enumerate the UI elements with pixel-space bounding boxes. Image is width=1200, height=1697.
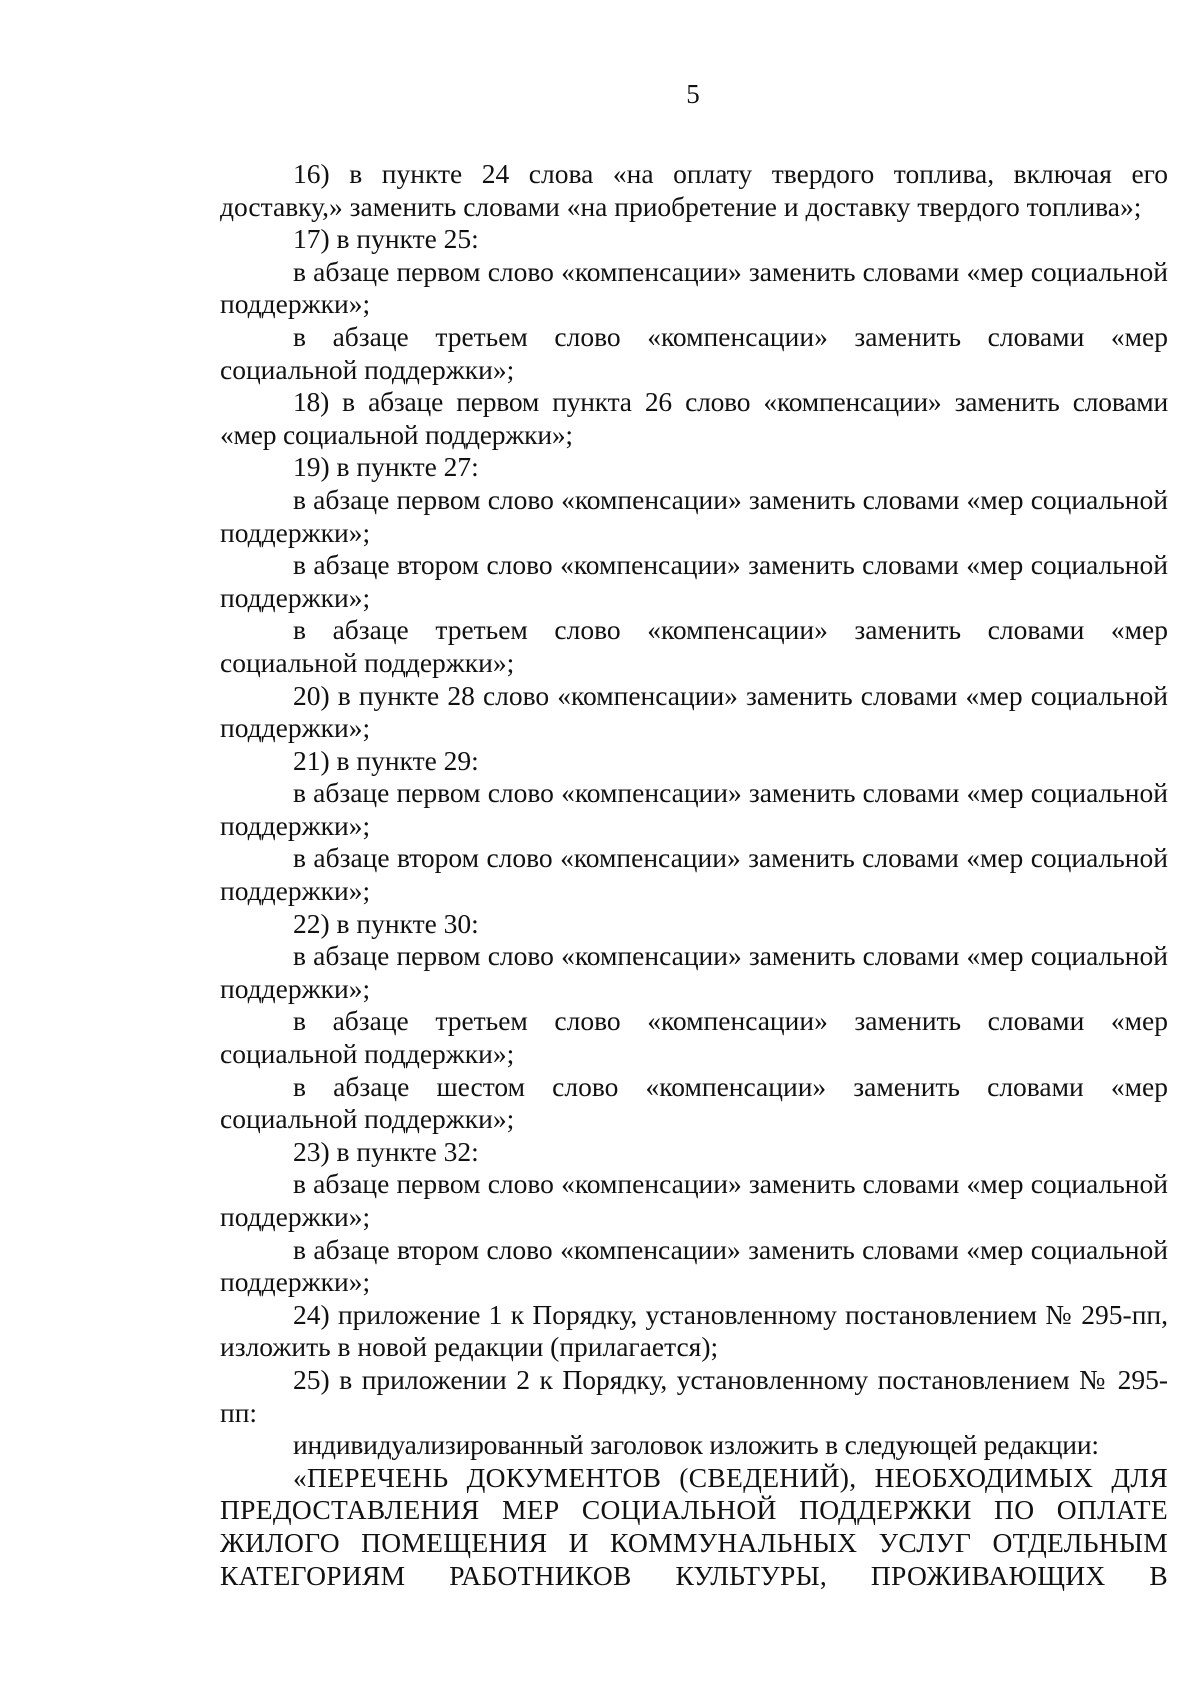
paragraph-item-25: 25) в приложении 2 к Порядку, установленному постановлением № 295-пп: [220, 1363, 1168, 1428]
paragraph-sub: в абзаце втором слово «компенсации» заменить словами «мер социальной поддержки»; [220, 1233, 1168, 1298]
paragraph-item-19: 19) в пункте 27: [293, 451, 479, 483]
paragraph-sub: в абзаце втором слово «компенсации» заменить словами «мер социальной поддержки»; [220, 549, 1168, 613]
paragraph-sub: в абзаце третьем слово «компенсации» заменить словами «мер социальной поддержки»; [220, 320, 1168, 385]
paragraph-item-23: 23) в пункте 32: [293, 1135, 479, 1167]
paragraph-sub: индивидуализированный заголовок изложить в следующей редакции: [293, 1429, 1099, 1461]
paragraph-item-21: 21) в пункте 29: [293, 744, 479, 776]
paragraph-sub: в абзаце первом слово «компенсации» заменить словами «мер социальной поддержки»; [220, 777, 1168, 841]
paragraph-sub: в абзаце третьем слово «компенсации» заменить словами «мер социальной поддержки»; [220, 1005, 1168, 1070]
paragraph-item-24: 24) приложение 1 к Порядку, установленному постановлением № 295-пп, изложить в новой редакции (прилагается); [220, 1298, 1168, 1363]
paragraph-item-22: 22) в пункте 30: [293, 907, 479, 939]
paragraph-item-17: 17) в пункте 25: [293, 223, 479, 255]
document-body [220, 158, 1168, 1592]
paragraph-sub: в абзаце втором слово «компенсации» заменить словами «мер социальной поддержки»; [220, 842, 1168, 907]
paragraph-item-18: 18) в абзаце первом пункта 26 слово «компенсации» заменить словами «мер социальной поддержки»; [220, 386, 1168, 450]
paragraph-sub: в абзаце первом слово «компенсации» заменить словами «мер социальной поддержки»; [220, 483, 1168, 548]
paragraph-sub: в абзаце первом слово «компенсации» заменить словами «мер социальной поддержки»; [220, 1168, 1168, 1232]
paragraph-sub: в абзаце третьем слово «компенсации» заменить словами «мер социальной поддержки»; [220, 614, 1168, 678]
paragraph-sub: в абзаце первом слово «компенсации» заменить словами «мер социальной поддержки»; [220, 255, 1168, 320]
paragraph-sub: в абзаце шестом слово «компенсации» заменить словами «мер социальной поддержки»; [220, 1070, 1168, 1135]
appendix-heading: «ПЕРЕЧЕНЬ ДОКУМЕНТОВ (СВЕДЕНИЙ), НЕОБХОДИМЫХ ДЛЯ ПРЕДОСТАВЛЕНИЯ МЕР СОЦИАЛЬНОЙ ПОДДЕРЖКИ ПО ОПЛАТЕ ЖИЛОГО ПОМЕЩЕНИЯ И КОММУНАЛЬНЫХ УСЛУГ ОТДЕЛЬНЫМ КАТЕГОРИЯМ РАБОТНИКОВ КУЛЬТУРЫ, ПРОЖИВАЮЩИХ В [220, 1461, 1168, 1591]
paragraph-item-20: 20) в пункте 28 слово «компенсации» заменить словами «мер социальной поддержки»; [220, 679, 1168, 744]
paragraph-item-16: 16) в пункте 24 слова «на оплату твердого топлива, включая его доставку,» заменить словами «на приобретение и доставку твердого топлива»; [220, 158, 1168, 222]
paragraph-sub: в абзаце первом слово «компенсации» заменить словами «мер социальной поддержки»; [220, 940, 1168, 1004]
page-number: 5 [686, 79, 700, 109]
